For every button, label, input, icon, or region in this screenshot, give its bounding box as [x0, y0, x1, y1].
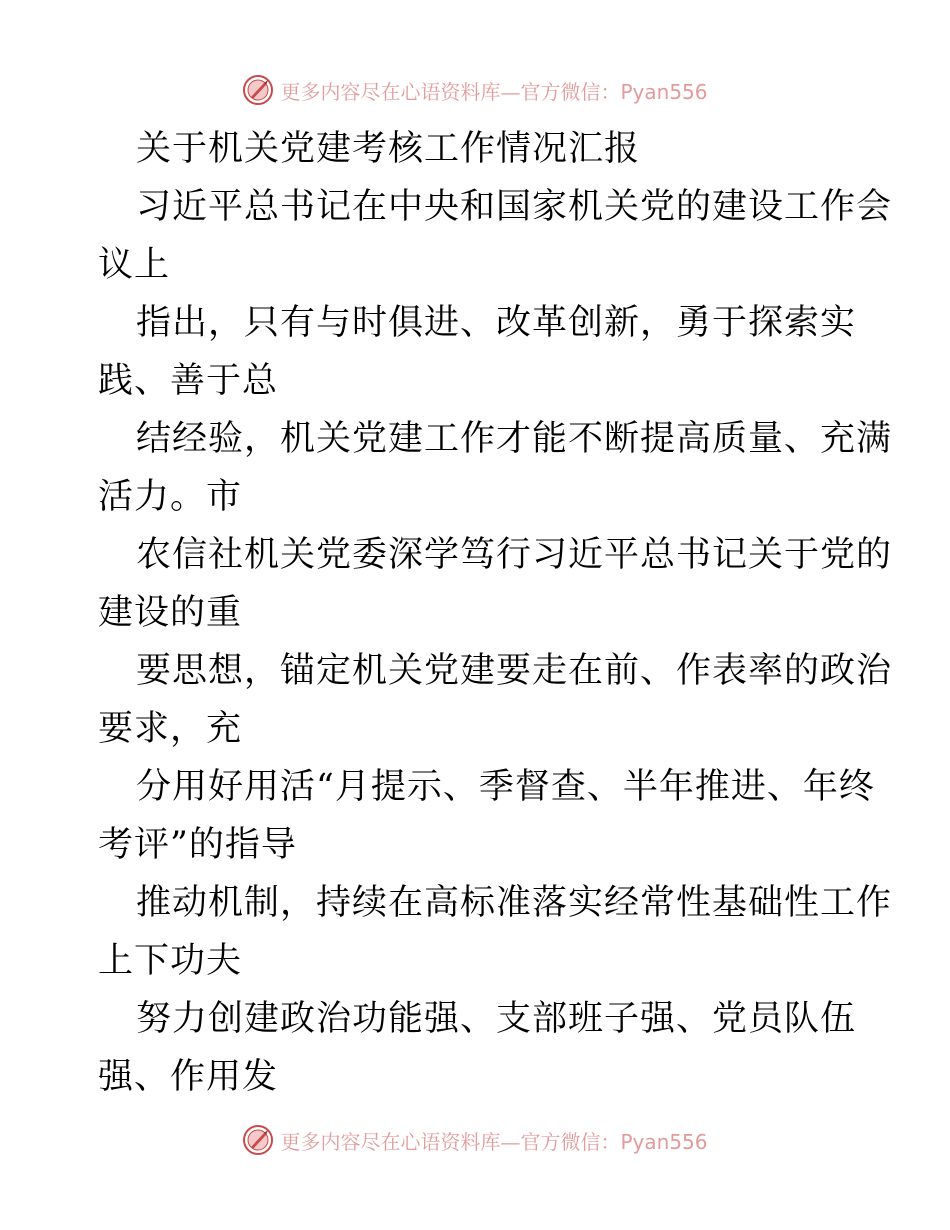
- paragraph-line: 要思想，锚定机关党建要走在前、作表率的政治: [136, 651, 893, 691]
- document-title: 关于机关党建考核工作情况汇报: [136, 129, 641, 169]
- watermark-handle: Pyan556: [620, 79, 708, 104]
- paragraph-line: 推动机制，持续在高标准落实经常性基础性工作: [136, 883, 893, 923]
- paragraph-line: 结经验，机关党建工作才能不断提高质量、充满: [136, 419, 893, 459]
- paragraph-line: 分用好用活“月提示、季督查、半年推进、年终: [136, 767, 875, 807]
- paragraph-line: 建设的重: [98, 593, 243, 633]
- watermark-label: 更多内容尽在心语资料库—官方微信：: [280, 79, 621, 104]
- watermark-text: [280, 76, 707, 105]
- paragraph-line: 指出，只有与时俱进、改革创新，勇于探索实: [136, 303, 857, 343]
- paragraph-line: 农信社机关党委深学笃行习近平总书记关于党的: [136, 535, 893, 575]
- paragraph-line: 上下功夫: [98, 941, 243, 981]
- paragraph-line: 要求，充: [98, 709, 243, 749]
- document-body: [98, 120, 893, 1106]
- footer-watermark-banner: [0, 1120, 950, 1160]
- paragraph-line: 努力创建政治功能强、支部班子强、党员队伍: [136, 999, 857, 1039]
- paragraph-line: 活力。市: [98, 477, 243, 517]
- quill-pen-logo-icon: [242, 1124, 274, 1156]
- paragraph-line: 议上: [98, 245, 171, 285]
- paragraph-line: 践、善于总: [98, 361, 279, 401]
- watermark-text: [280, 1126, 707, 1155]
- watermark-handle: Pyan556: [620, 1129, 708, 1154]
- paragraph-line: 考评”的指导: [98, 825, 297, 865]
- paragraph-line: 习近平总书记在中央和国家机关党的建设工作会: [136, 187, 893, 227]
- quill-pen-logo-icon: [242, 74, 274, 106]
- watermark-label: 更多内容尽在心语资料库—官方微信：: [280, 1129, 621, 1154]
- header-watermark-banner: [0, 70, 950, 110]
- paragraph-line: 强、作用发: [98, 1057, 279, 1097]
